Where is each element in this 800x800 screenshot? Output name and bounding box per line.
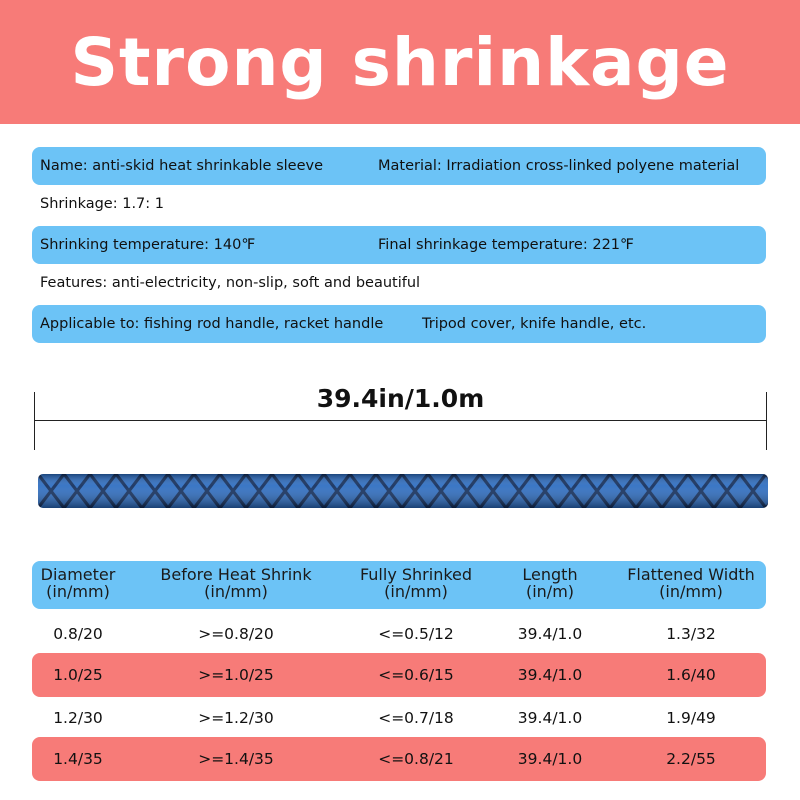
cell-length: 39.4/1.0 [517,666,583,684]
header-fully-shrinked: Fully Shrinked (in/mm) [359,565,473,601]
spec-shrink-temp: Shrinking temperature: 140℉ [40,237,256,253]
cell-fully-shrinked: <=0.7/18 [378,709,454,727]
cell-diameter: 1.0/25 [53,666,103,684]
spec-name: Name: anti-skid heat shrinkable sleeve [40,158,324,174]
header-diameter: Diameter (in/mm) [40,565,116,601]
cell-before-shrink: >=0.8/20 [198,625,274,643]
table-row [32,653,766,697]
cell-flattened-width: 2.2/55 [666,750,716,768]
title-banner [0,0,800,124]
spec-applicable-left: Applicable to: fishing rod handle, racket handle [40,316,384,332]
cell-fully-shrinked: <=0.5/12 [378,625,454,643]
dimension-line [34,420,767,421]
cell-fully-shrinked: <=0.6/15 [378,666,454,684]
cell-diameter: 1.2/30 [53,709,103,727]
sleeve-image [38,474,768,508]
cell-fully-shrinked: <=0.8/21 [378,750,454,768]
spec-material: Material: Irradiation cross-linked polyene material [378,158,740,174]
cell-length: 39.4/1.0 [517,709,583,727]
spec-row-applicable [32,305,766,343]
header-flattened-width: Flattened Width (in/mm) [627,565,755,601]
spec-applicable-right: Tripod cover, knife handle, etc. [422,316,647,332]
cell-flattened-width: 1.6/40 [666,666,716,684]
cell-before-shrink: >=1.0/25 [198,666,274,684]
cell-flattened-width: 1.9/49 [666,709,716,727]
cell-before-shrink: >=1.2/30 [198,709,274,727]
cell-length: 39.4/1.0 [517,750,583,768]
spec-row-temperatures [32,226,766,264]
cell-diameter: 0.8/20 [53,625,103,643]
table-row [32,612,766,656]
cell-length: 39.4/1.0 [517,625,583,643]
header-before-shrink: Before Heat Shrink (in/mm) [160,565,312,601]
cell-diameter: 1.4/35 [53,750,103,768]
table-row [32,696,766,740]
table-row [32,737,766,781]
spec-features: Features: anti-electricity, non-slip, soft and beautiful [40,275,421,291]
page-title: Strong shrinkage [70,23,730,101]
header-length: Length (in/m) [522,565,578,601]
spec-shrinkage: Shrinkage: 1.7: 1 [40,196,165,212]
length-label: 39.4in/1.0m [316,384,485,413]
cell-before-shrink: >=1.4/35 [198,750,274,768]
spec-final-temp: Final shrinkage temperature: 221℉ [378,237,634,253]
table-header [32,561,766,609]
cell-flattened-width: 1.3/32 [666,625,716,643]
spec-row-name-material [32,147,766,185]
length-dimension [34,384,768,452]
